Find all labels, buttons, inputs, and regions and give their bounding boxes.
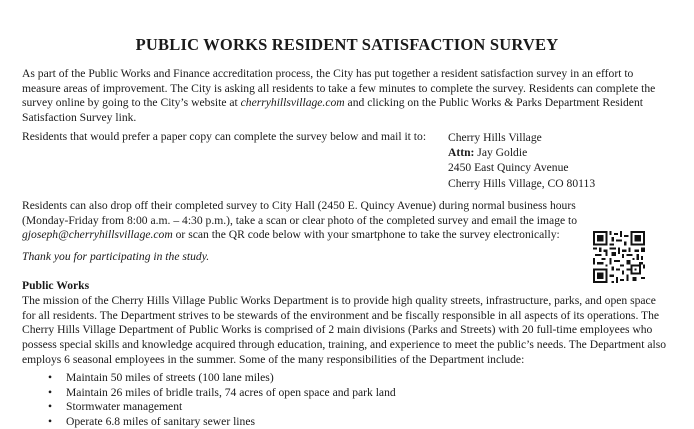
email-link[interactable]: gjoseph@cherryhillsvillage.com — [22, 228, 173, 241]
address-attn — [448, 145, 595, 160]
qr-code-icon[interactable] — [593, 231, 645, 283]
intro-paragraph — [22, 67, 667, 126]
responsibilities-list — [48, 371, 396, 429]
document-title: PUBLIC WORKS RESIDENT SATISFACTION SURVEY — [0, 35, 694, 55]
dropoff-text-1: Residents can also drop off their completed survey to City Hall (2450 E. Quincy Avenue) during normal business hours (Monday-Friday from 8:00 a.m. – 4:30 p.m.), take a scan or clear photo of the completed survey and email the image to — [22, 199, 577, 227]
dropoff-paragraph — [22, 199, 592, 243]
address-name: Cherry Hills Village — [448, 130, 595, 145]
dropoff-text-2: or scan the QR code below with your smartphone to take the survey electronically: — [173, 228, 560, 241]
list-item: • Operate 6.8 miles of sanitary sewer lines — [48, 415, 396, 429]
list-item: • Maintain 26 miles of bridle trails, 74 acres of open space and park land — [48, 386, 396, 401]
intro-text-1: As part of the Public Works and Finance accreditation process, the City has put together a resident satisfaction survey in an effort to measure areas of improvement. The City is asking all residents to take a few minutes to complete the survey. Residents can complete the survey online by going to the City’s website at — [22, 67, 655, 109]
mailing-address — [448, 130, 595, 191]
address-city: Cherry Hills Village, CO 80113 — [448, 176, 595, 191]
public-works-body: The mission of the Cherry Hills Village Public Works Department is to provide high quality streets, infrastructure, parks, and open space for all residents. The Department strives to be stewards of the environment and be fiscally responsible in all aspects of its operations. The Cherry Hills Village Department of Public Works is comprised of 2 main divisions (Parks and Streets) with 20 full-time employees who possess special skills and knowledge acquired through education, training, and experience to meet the public’s needs. The Department also employs 6 seasonal employees in the summer. Some of the many responsibilities of the Department include: — [22, 294, 667, 368]
intro-text-2: and clicking on the Public Works & Parks Department Resident Satisfaction Survey link. — [22, 96, 643, 124]
thank-you-text: Thank you for participating in the study. — [22, 250, 667, 265]
list-item: • Stormwater management — [48, 400, 396, 415]
attn-name: Jay Goldie — [474, 146, 527, 159]
list-item: • Maintain 50 miles of streets (100 lane miles) — [48, 371, 396, 386]
public-works-heading: Public Works — [22, 279, 667, 294]
address-street: 2450 East Quincy Avenue — [448, 160, 595, 175]
attn-label: Attn: — [448, 146, 474, 159]
paper-copy-text: Residents that would prefer a paper copy can complete the survey below and mail it to: — [22, 130, 667, 145]
website-link[interactable]: cherryhillsvillage.com — [241, 96, 345, 109]
